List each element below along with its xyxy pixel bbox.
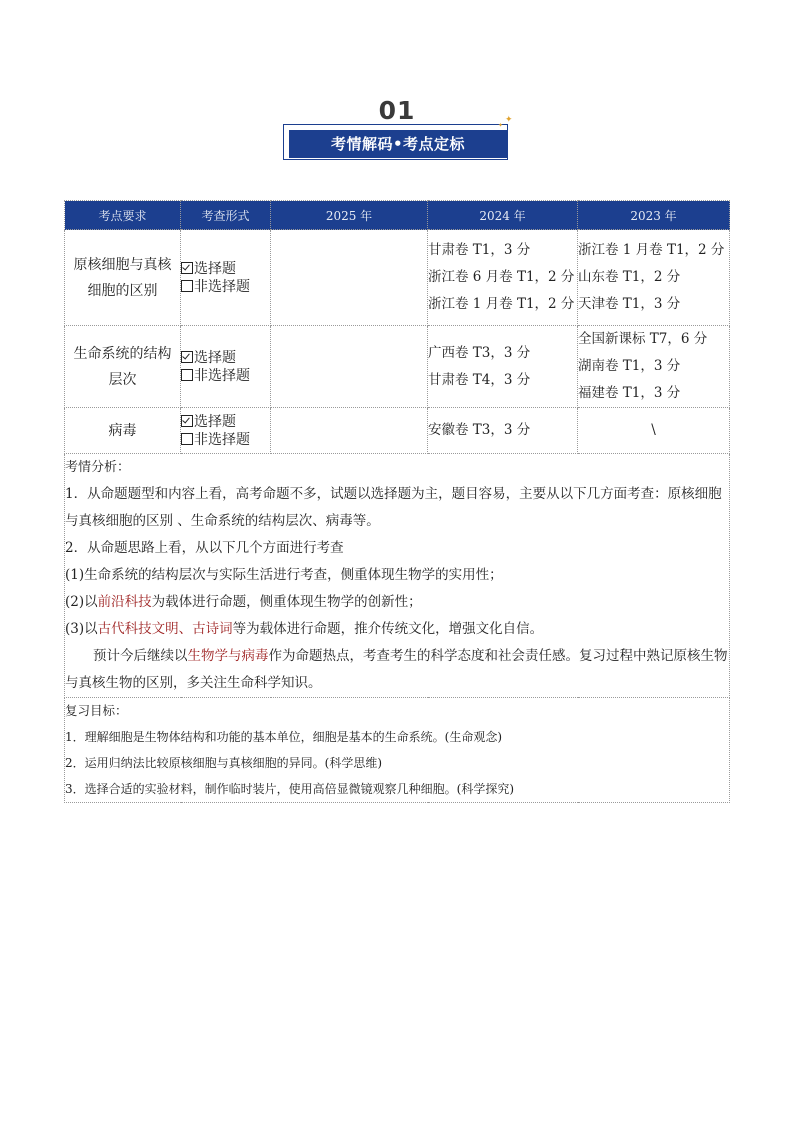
exam-entry: 广西卷 T3，3 分: [428, 344, 531, 361]
choice-label: 选择题: [194, 413, 236, 430]
analysis-paragraph: 2．从命题思路上看，从以下几个方面进行考查: [65, 540, 344, 556]
unchecked-box-icon: [181, 369, 193, 381]
topic-line: 病毒: [108, 422, 137, 439]
header-cell: 2025 年: [271, 201, 428, 230]
exam-entry: 湖南卷 T1，3 分: [578, 358, 681, 374]
topic-cell: [65, 326, 181, 408]
exam-entry: 安徽卷 T3，3 分: [428, 422, 531, 438]
text-run: 为载体进行命题，侧重体现生物学的创新性；: [151, 594, 422, 610]
nonchoice-label: 非选择题: [194, 278, 250, 295]
topic-cell: [65, 408, 181, 454]
topic-line: 层次: [108, 371, 137, 388]
form-cell: [181, 408, 271, 454]
header-cell: 2023 年: [578, 201, 730, 230]
text-run: (2)以: [65, 594, 98, 610]
topic-line: 生命系统的结构: [73, 345, 172, 362]
topic-line: 细胞的区别: [87, 282, 158, 299]
checked-box-icon: [181, 351, 193, 363]
year-2025-cell: [271, 408, 428, 454]
header-cell: 考点要求: [65, 201, 181, 230]
analysis-paragraph: [65, 616, 729, 643]
year-2023-cell: [578, 230, 730, 326]
year-2025-cell: [271, 326, 428, 408]
exam-entry: 浙江卷 1 月卷 T1，2 分: [578, 242, 725, 258]
choice-label: 选择题: [194, 260, 236, 277]
year-2023-cell: [578, 408, 730, 454]
exam-entry: 甘肃卷 T1，3 分: [428, 242, 531, 258]
exam-entry: 天津卷 T1，3 分: [578, 296, 681, 312]
checked-box-icon: [181, 262, 193, 274]
text-run: 作为命题热点，考查考生的科学态度和社会责任感。复习过程中熟记原核生物与真核生物的区别，多关注生命科学知识。: [65, 648, 728, 691]
nonchoice-label: 非选择题: [194, 367, 250, 384]
nonchoice-label: 非选择题: [194, 431, 250, 448]
goal-item: 3．选择合适的实验材料，制作临时装片，使用高倍显微镜观察几种细胞。(科学探究): [65, 782, 515, 796]
topic-line: 原核细胞与真核: [73, 256, 172, 273]
form-cell: [181, 230, 271, 326]
analysis-cell: [65, 454, 730, 698]
year-2024-cell: [428, 326, 578, 408]
analysis-paragraph: 1．从命题题型和内容上看，高考命题不多，试题以选择题为主，题目容易，主要从以下几方面考查：原核细胞与真核细胞的区别 、生命系统的结构层次、病毒等。: [65, 486, 722, 529]
topic-cell: [65, 230, 181, 326]
goal-item: 1．理解细胞是生物体结构和功能的基本单位，细胞是基本的生命系统。(生命观念): [65, 730, 503, 744]
exam-entry: 浙江卷 6 月卷 T1，2 分: [428, 269, 575, 285]
table-header-row: [65, 201, 730, 230]
goal-item: 2．运用归纳法比较原核细胞与真核细胞的异同。(科学思维): [65, 756, 383, 770]
year-2024-cell: [428, 408, 578, 454]
year-2025-cell: [271, 230, 428, 326]
header-cell: 2024 年: [428, 201, 578, 230]
analysis-label: 考情分析：: [65, 460, 131, 475]
checked-box-icon: [181, 415, 193, 427]
exam-entry: 福建卷 T1，3 分: [578, 385, 681, 401]
analysis-paragraph: [65, 589, 729, 616]
exam-entry: 全国新课标 T7，6 分: [578, 331, 708, 347]
section-number: 01: [378, 96, 416, 125]
section-title: 考情解码•考点定标: [289, 130, 507, 158]
exam-entry: 甘肃卷 T4，3 分: [428, 371, 531, 388]
table-row: [65, 230, 730, 326]
highlight-text: 前沿科技: [97, 594, 152, 610]
table-row: [65, 326, 730, 408]
exam-entry: 浙江卷 1 月卷 T1，2 分: [428, 296, 575, 312]
highlight-text: 古代科技文明: [97, 621, 179, 637]
choice-label: 选择题: [194, 349, 236, 366]
header-cell: 考查形式: [181, 201, 271, 230]
highlight-text: 、: [178, 621, 193, 637]
sparkle-icon: ✦: [505, 115, 513, 125]
table-row: [65, 408, 730, 454]
exam-table: [64, 200, 730, 803]
exam-entry: 山东卷 T1，2 分: [578, 269, 681, 285]
highlight-text: 生物学与病毒: [187, 648, 269, 664]
section-banner: [283, 115, 513, 164]
goals-cell: [65, 698, 730, 803]
analysis-paragraph: (1)生命系统的结构层次与实际生活进行考查，侧重体现生物学的实用性；: [65, 567, 503, 583]
year-2024-cell: [428, 230, 578, 326]
text-run: 预计今后继续以: [93, 648, 188, 664]
text-run: (3)以: [65, 621, 98, 637]
unchecked-box-icon: [181, 280, 193, 292]
exam-entry: \: [651, 422, 656, 438]
analysis-row: [65, 454, 730, 698]
form-cell: [181, 326, 271, 408]
goals-label: 复习目标：: [65, 703, 128, 718]
unchecked-box-icon: [181, 433, 193, 445]
highlight-text: 古诗词: [192, 621, 233, 637]
year-2023-cell: [578, 326, 730, 408]
goals-row: [65, 698, 730, 803]
analysis-paragraph: [65, 643, 729, 697]
text-run: 等为载体进行命题，推介传统文化，增强文化自信。: [232, 621, 544, 637]
sparkle-icon: ✦: [498, 122, 504, 129]
